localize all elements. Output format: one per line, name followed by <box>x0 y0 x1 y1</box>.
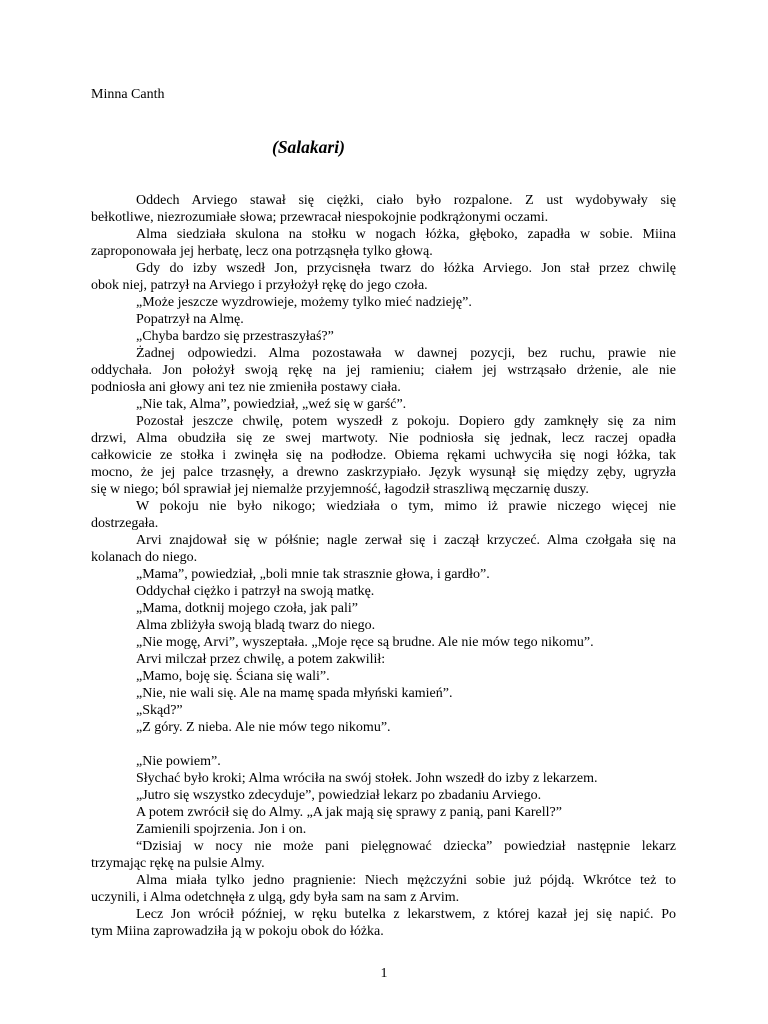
text-line: W pokoju nie było nikogo; wiedziała o tym, mimo iż prawie niczego więcej nie <box>136 499 676 514</box>
body-text <box>91 192 676 940</box>
text-line: Lecz Jon wrócił później, w ręku butelka z lekarstwem, z której kazał jej się napić. Po <box>136 907 676 922</box>
text-line: „Jutro się wszystko zdecyduje”, powiedział lekarz po zbadaniu Arviego. <box>136 788 542 803</box>
text-line: „Nie tak, Alma”, powiedział, „weź się w garść”. <box>136 397 407 412</box>
text-line: A potem zwrócił się do Almy. „A jak mają się sprawy z panią, pani Karell?” <box>136 805 562 820</box>
text-line: bełkotliwe, niezrozumiałe słowa; przewracał niespokojnie podkrążonymi oczami. <box>91 210 549 225</box>
text-line: drzwi, Alma obudziła się ze swej martwoty. Nie podniosła się jednak, lecz raczej opadła <box>91 431 676 446</box>
text-line: „Mama”, powiedział, „boli mnie tak strasznie głowa, i gardło”. <box>136 567 490 582</box>
text-line: „Mamo, boję się. Ściana się wali”. <box>136 669 330 684</box>
text-line: Alma miała tylko jedno pragnienie: Niech mężczyźni sobie już pójdą. Wkrótce też to <box>136 873 676 888</box>
text-line: trzymając rękę na pulsie Almy. <box>91 856 265 871</box>
text-line: „Chyba bardzo się przestraszyłaś?” <box>136 329 334 344</box>
text-line: obok niej, patrzył na Arviego i przyłożył rękę do jego czoła. <box>91 278 428 293</box>
page-number: 1 <box>380 966 388 981</box>
text-line: „Nie powiem”. <box>136 754 221 769</box>
text-line: „Nie, nie wali się. Ale na mamę spada młyński kamień”. <box>136 686 453 701</box>
text-line: mocno, że jej palce trzasnęły, a drewno zaskrzypiało. Język wysunął się między zęby, ugryzła <box>91 465 676 480</box>
text-line: dostrzegała. <box>91 516 159 531</box>
text-line: “Dzisiaj w nocy nie może pani pielęgnować dziecka” powiedział następnie lekarz <box>136 839 676 854</box>
text-line: „Mama, dotknij mojego czoła, jak pali” <box>136 601 358 616</box>
text-line: „Z góry. Z nieba. Ale nie mów tego nikomu”. <box>136 720 391 735</box>
text-line: się w niego; ból sprawiał jej niemalże przyjemność, łagodził straszliwą męczarnię duszy. <box>91 482 589 497</box>
text-line: Popatrzył na Almę. <box>136 312 244 327</box>
document-title: (Salakari) <box>272 137 345 157</box>
text-line: „Nie mogę, Arvi”, wyszeptała. „Moje ręce są brudne. Ale nie mów tego nikomu”. <box>136 635 594 650</box>
text-line: oddychała. Jon położył swoją rękę na jej ramieniu; ciałem jej wstrząsało drżenie, ale nie <box>91 363 676 378</box>
text-line: Oddychał ciężko i patrzył na swoją matkę. <box>136 584 375 599</box>
text-line: zaproponowała jej herbatę, lecz ona potrząsnęła tylko głową. <box>91 244 433 259</box>
text-line: uczynili, i Alma odetchnęła z ulgą, gdy była sam na sam z Arvim. <box>91 890 460 905</box>
text-line: Zamienili spojrzenia. Jon i on. <box>136 822 307 837</box>
text-line: Alma zbliżyła swoją bladą twarz do niego. <box>136 618 376 633</box>
text-line: Alma siedziała skulona na stołku w nogach łóżka, głęboko, zapadła w sobie. Miina <box>136 227 676 242</box>
blank-line <box>91 736 676 753</box>
text-line: Gdy do izby wszedł Jon, przycisnęła twarz do łóżka Arviego. Jon stał przez chwilę <box>136 261 676 276</box>
text-line: podniosła ani głowy ani tez nie zmieniła postawy ciała. <box>91 380 401 395</box>
text-line: Słychać było kroki; Alma wróciła na swój stołek. John wszedł do izby z lekarzem. <box>136 771 598 786</box>
text-line: kolanach do niego. <box>91 550 198 565</box>
author-name: Minna Canth <box>91 87 165 102</box>
text-line: całkowicie ze stołka i zwinęła się na podłodze. Obiema rękami uchwyciła się nogi łóżka, tak <box>91 448 676 463</box>
text-line: Żadnej odpowiedzi. Alma pozostawała w dawnej pozycji, bez ruchu, prawie nie <box>136 346 676 361</box>
text-line: „Może jeszcze wyzdrowieje, możemy tylko mieć nadzieję”. <box>136 295 472 310</box>
text-line: Arvi milczał przez chwilę, a potem zakwilił: <box>136 652 386 667</box>
text-line: Arvi znajdował się w półśnie; nagle zerwał się i zaczął krzyczeć. Alma czołgała się na <box>136 533 676 548</box>
text-line: Oddech Arviego stawał się ciężki, ciało było rozpalone. Z ust wydobywały się <box>136 193 676 208</box>
text-line: tym Miina zaprowadziła ją w pokoju obok do łóżka. <box>91 924 384 939</box>
text-line: „Skąd?” <box>136 703 183 718</box>
text-line: Pozostał jeszcze chwilę, potem wyszedł z pokoju. Dopiero gdy zamknęły się za nim <box>136 414 676 429</box>
